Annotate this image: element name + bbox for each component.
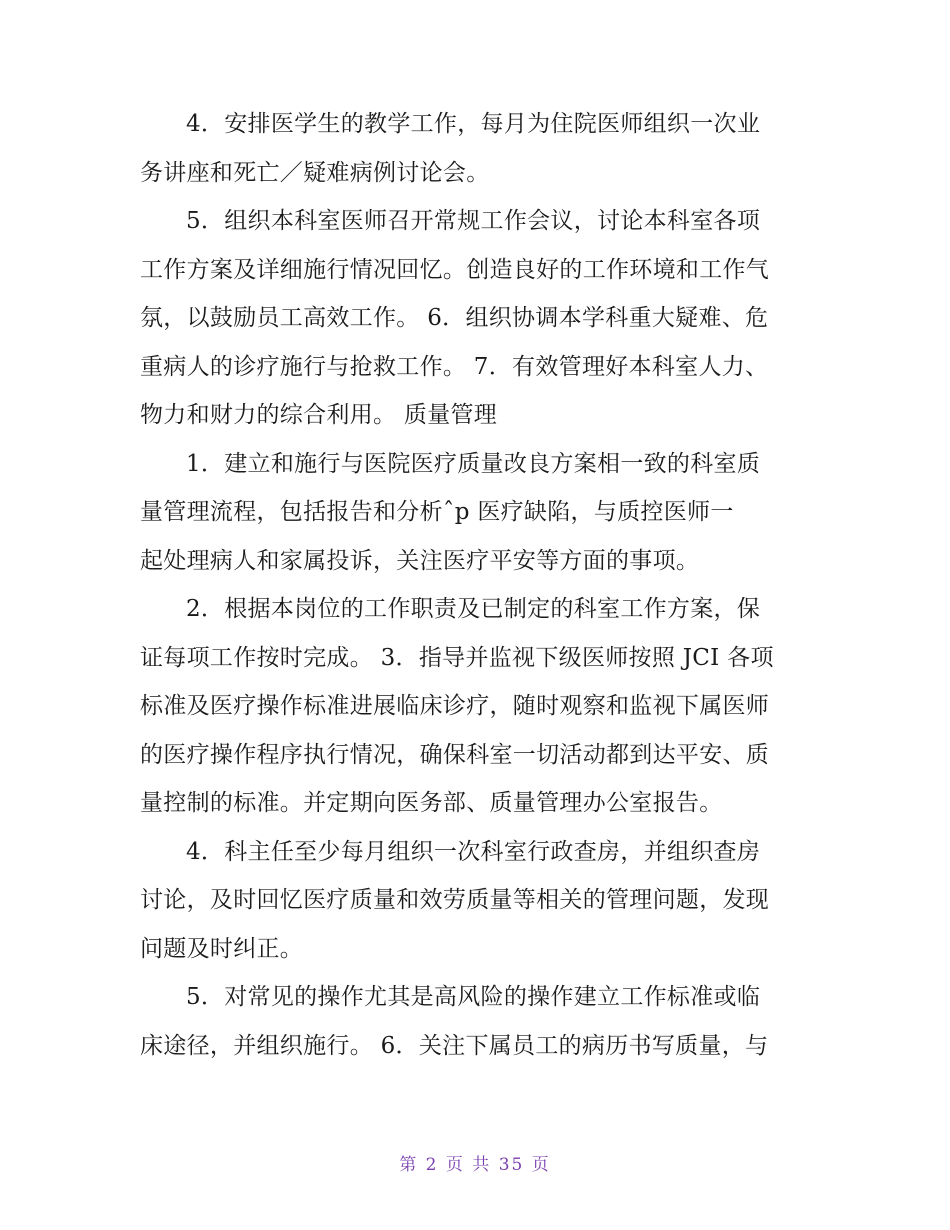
body-text	[140, 100, 816, 1070]
text-line: 标准及医疗操作标准进展临床诊疗，随时观察和监视下属医师	[140, 693, 770, 719]
text-line: 问题及时纠正。	[140, 935, 304, 962]
text-line: 4．科主任至少每月组织一次科室行政查房，并组织查房	[186, 838, 761, 865]
text-line: 重病人的诊疗施行与抢救工作。 7．有效管理好本科室人力、	[140, 353, 769, 380]
text-line: 起处理病人和家属投诉，关注医疗平安等方面的事项。	[140, 547, 700, 574]
text-line: 床途径，并组织施行。 6．关注下属员工的病历书写质量，与	[140, 1032, 769, 1059]
text-line: 1．建立和施行与医院医疗质量改良方案相一致的科室质	[186, 450, 761, 477]
text-line: 工作方案及详细施行情况回忆。创造良好的工作环境和工作气	[140, 256, 770, 283]
text-line: 量控制的标准。并定期向医务部、质量管理办公室报告。	[140, 790, 723, 816]
text-line: 氛，以鼓励员工高效工作。 6．组织协调本学科重大疑难、危	[140, 305, 769, 331]
text-line: 务讲座和死亡／疑难病例讨论会。	[140, 159, 490, 186]
text-line: 5．组织本科室医师召开常规工作会议，讨论本科室各项	[186, 208, 761, 234]
text-line: 物力和财力的综合利用。 质量管理	[140, 402, 498, 428]
text-line: 的医疗操作程序执行情况，确保科室一切活动都到达平安、质	[140, 741, 770, 768]
text-line: 2．根据本岗位的工作职责及已制定的科室工作方案，保	[186, 596, 761, 622]
text-line: 4．安排医学生的教学工作，每月为住院医师组织一次业	[186, 111, 761, 137]
text-line: 证每项工作按时完成。 3．指导并监视下级医师按照 JCI 各项	[140, 644, 774, 671]
text-line: 讨论，及时回忆医疗质量和效劳质量等相关的管理问题，发现	[140, 887, 770, 913]
text-line: 量管理流程，包括报告和分析ˆp 医疗缺陷，与质控医师一	[140, 499, 734, 525]
text-line: 5．对常见的操作尤其是高风险的操作建立工作标准或临	[186, 984, 761, 1010]
page-number-footer: 第 2 页 共 35 页	[399, 1155, 551, 1175]
